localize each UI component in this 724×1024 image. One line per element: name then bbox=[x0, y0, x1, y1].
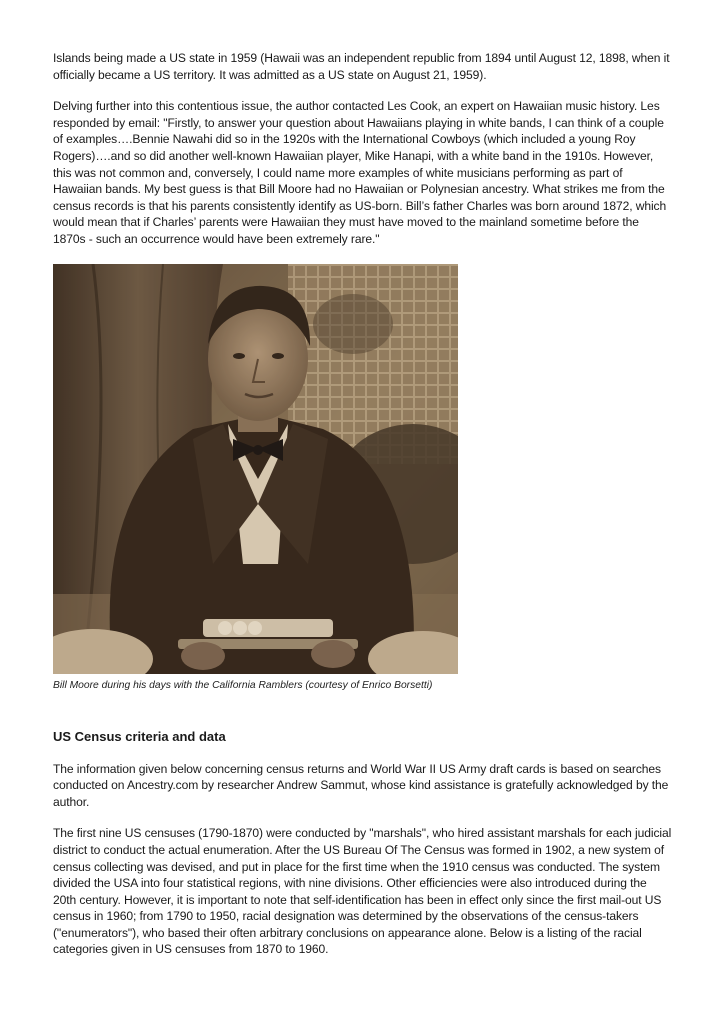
paragraph-les-cook-email: Delving further into this contentious issue, the author contacted Les Cook, an expert on Hawaiian music history. Les responded by email: "Firstly, to answer your question about Hawaiians playing in white bands, I can think of a couple of examples….Bennie Nawahi did so in the 1920s with the International Cowboys (which included a young Roy Rogers)….and so did another well-known Hawaiian player, Mike Hanapi, with a white band in the 1910s. However, this was not common and, conversely, I could name more examples of white musicians performing as part of Hawaiian bands. My best guess is that Bill Moore had no Hawaiian or Polynesian ancestry. What strikes me from the census records is that his parents consistently identify as US-born. Bill’s father Charles was born around 1872, which would mean that if Charles’ parents were Hawaiian they must have moved to the mainland sometime before the 1870s - such an occurrence would have been extremely rare." bbox=[53, 99, 667, 246]
paragraph-census-history: The first nine US censuses (1790-1870) were conducted by "marshals", who hired assistant marshals for each judicial district to conduct the actual enumeration. After the US Bureau Of The Census was formed in 1902, a new system of census collecting was devised, and put in place for the first time when the 1910 census was conducted. The system divided the USA into four statistical regions, with nine divisions. Other efficiencies were also introduced during the 20th century. However, it is important to note that self-identification has been in effect only since the first mail-out US census in 1960; from 1790 to 1950, racial designation was determined by the observations of the census-takers ("enumerators"), who based their often arbitrary conclusions on appearance alone. Below is a listing of the racial categories given in US censuses from 1870 to 1960. bbox=[53, 826, 672, 957]
paragraph-hawaii-statehood: Islands being made a US state in 1959 (Hawaii was an independent republic from 1894 until August 12, 1898, when it officially became a US territory. It was admitted as a US state on August 21, 1959). bbox=[53, 51, 670, 82]
document-page bbox=[53, 50, 673, 958]
section-heading: US Census criteria and data bbox=[53, 728, 226, 744]
bill-moore-photo bbox=[53, 264, 458, 674]
photo-caption: Bill Moore during his days with the California Ramblers (courtesy of Enrico Borsetti) bbox=[53, 679, 433, 691]
paragraph-census-info-source: The information given below concerning census returns and World War II US Army draft cards is based on searches conducted on Ancestry.com by researcher Andrew Sammut, whose kind assistance is gratefully acknowledged by the author. bbox=[53, 761, 669, 809]
